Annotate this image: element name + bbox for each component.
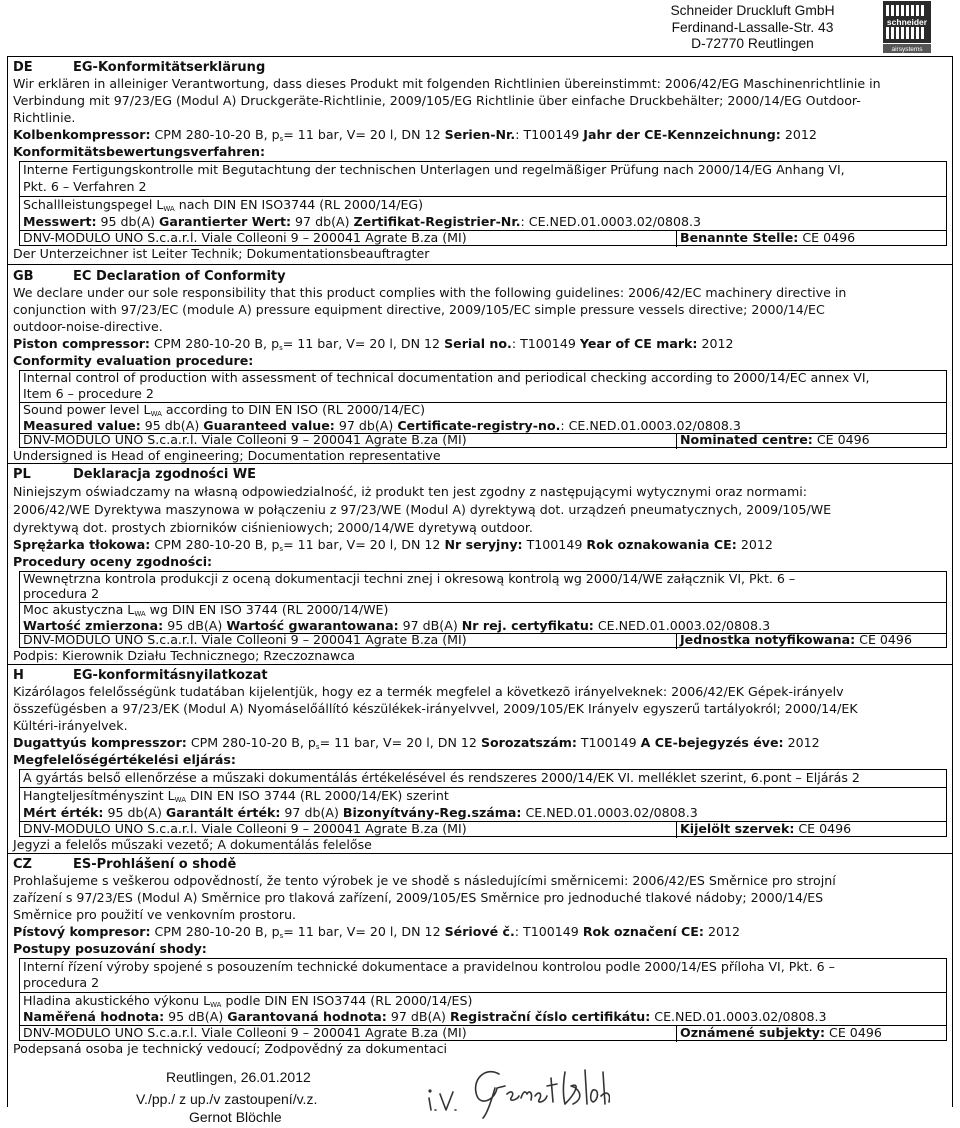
section-de [8, 57, 952, 264]
section-title-gb: GB EC Declaration of Conformity [13, 269, 286, 284]
logo-word: schneider [886, 17, 928, 27]
procedure-text: procedura 2 [23, 586, 100, 601]
product-line: Kolbenkompressor: CPM 280-10-20 B, $p_s= 11$ bar, V= 20 l, DN 12 Serien-Nr.: T100149 Jahr der CE-Kennzeichnung: 2012 [13, 127, 817, 143]
procedure-box [19, 370, 947, 448]
intro-line: Směrnice pro použití ve venkovním prostoru. [13, 907, 297, 922]
intro-line: Verbindung mit 97/23/EG (Modul A) Druckgeräte-Richtlinie, 2009/105/EG Richtlinie über einfache Druckbehälter; 2000/14/EG Outdoor- [13, 93, 861, 108]
intro-line: összefügésben a 97/23/EK (Modul A) Nyomáselőállító készülékek-irányelvvel, 2009/105/EK Irányelv egyszerű tartályokról; 2000/14/EK [13, 701, 858, 716]
signer-note: Jegyzi a felelős műszaki vezető; A dokumentálás felelőse [13, 837, 372, 852]
intro-line: Prohlašujeme s veškerou odpovědností, že tento výrobek je ve shodě s následujícími směrnicemi: 2006/42/ES Směrnice pro strojní [13, 873, 836, 888]
intro-line: We declare under our sole responsibility that this product complies with the following guidelines: 2006/42/EC machinery directive in [13, 285, 847, 300]
intro-line: conjunction with 97/23/EC (module A) pressure equipment directive, 2009/105/EC simple pressure vessels directive; 2000/14/EC [13, 302, 825, 317]
notified-body-address: DNV-MODULO UNO S.c.a.r.l. Viale Colleoni 9 – 200041 Agrate B.za (MI) [23, 1025, 467, 1040]
measured-line: Messwert: 95 db(A) Garantierter Wert: 97 db(A) Zertifikat-Registrier-Nr.: CE.NED.01.0003.02/0808.3 [23, 214, 702, 229]
intro-line: Kizárólagos felelősségünk tudatában kijelentjük, hogy ez a termék megfelel a következõ irányelveknek: 2006/42/EK Gépek-irányelv [13, 684, 844, 699]
section-title-cz: CZ ES-Prohlášení o shodě [13, 857, 237, 872]
signatory-name: Gernot Blöchle [189, 1109, 282, 1125]
on-behalf-note: V./pp./ z up./v zastoupení/v.z. [136, 1091, 318, 1107]
procedure-text: Wewnętrzna kontrola produkcji z oceną dokumentacji techni znej i okresową kontrolą wg 2000/14/WE załącznik VI, Pkt. 6 – [23, 571, 796, 586]
section-title-hu: H EG-konformitásnyilatkozat [13, 668, 268, 683]
product-line: Piston compressor: CPM 280-10-20 B, $p_s= 11$ bar, V= 20 l, DN 12 Serial no.: T100149 Year of CE mark: 2012 [13, 336, 734, 352]
company-address-block [650, 3, 855, 53]
intro-line: Niniejszym oświadczamy na własną odpowiedzialność, iż produkt ten jest zgodny z następującymi wytycznymi oraz normami: [13, 484, 808, 499]
signer-note: Der Unterzeichner ist Leiter Technik; Dokumentationsbeauftragter [13, 246, 430, 261]
measured-line: Measured value: 95 db(A) Guaranteed value: 97 db(A) Certificate-registry-no.: CE.NED.01.0003.02/0808.3 [23, 418, 741, 433]
handwritten-signature [425, 1060, 610, 1120]
procedure-label: Procedury oceny zgodności: [13, 554, 213, 569]
measured-line: Naměřená hodnota: 95 dB(A) Garantovaná hodnota: 97 dB(A) Registrační číslo certifikátu: CE.NED.01.0003.02/0808.3 [23, 1009, 827, 1024]
notified-body-address: DNV-MODULO UNO S.c.a.r.l. Viale Colleoni 9 – 200041 Agrate B.za (MI) [23, 821, 467, 836]
sound-power-line: Hladina akustického výkonu $L_{WA}$ podle DIN EN ISO3744 (RL 2000/14/ES) [23, 993, 473, 1009]
section-gb [8, 264, 952, 463]
section-title-pl: PL Deklaracja zgodności WE [13, 467, 257, 482]
signer-note: Undersigned is Head of engineering; Documentation representative [13, 448, 441, 463]
notified-body: Oznámené subjekty: CE 0496 [676, 1026, 882, 1042]
declaration-document [7, 56, 953, 1107]
notified-body-address: DNV-MODULO UNO S.c.a.r.l. Viale Colleoni 9 – 200041 Agrate B.za (MI) [23, 432, 467, 447]
notified-body-address: DNV-MODULO UNO S.c.a.r.l. Viale Colleoni 9 – 200041 Agrate B.za (MI) [23, 632, 467, 647]
intro-line: 2006/42/WE Dyrektywa maszynowa w połączeniu z 97/23/WE (Modul A) dyrektywą dot. urządzeń pneumatycznych, 2009/105/WE [13, 502, 832, 517]
notified-body: Kijelölt szervek: CE 0496 [676, 822, 851, 838]
procedure-label: Konformitätsbewertungsverfahren: [13, 144, 266, 159]
section-title-de: DE EG-Konformitätserklärung [13, 60, 266, 75]
measured-line: Wartość zmierzona: 95 dB(A) Wartość gwarantowana: 97 dB(A) Nr rej. certyfikatu: CE.NED.01.0003.02/0808.3 [23, 618, 771, 633]
procedure-box [19, 958, 947, 1041]
procedure-label: Postupy posuzování shody: [13, 941, 207, 956]
schneider-logo [877, 1, 937, 53]
procedure-text: procedura 2 [23, 975, 100, 990]
procedure-label: Conformity evaluation procedure: [13, 353, 254, 368]
sound-power-line: Sound power level $L_{WA}$ according to DIN EN ISO (RL 2000/14/EC) [23, 402, 425, 418]
sound-power-line: Schallleistungspegel $L_{WA}$ nach DIN EN ISO3744 (RL 2000/14/EG) [23, 197, 424, 213]
place-and-date: Reutlingen, 26.01.2012 [166, 1069, 311, 1085]
intro-line: outdoor-noise-directive. [13, 319, 163, 334]
intro-line: dyrektywą dot. prostych zbiorników ciśnieniowych; 2000/14/WE dyretywą outdoor. [13, 520, 533, 535]
company-city: D-72770 Reutlingen [691, 36, 814, 51]
procedure-text: A gyártás belső ellenőrzése a műszaki dokumentálás értékelésével és rendszeres 2000/14/EK VI. melléklet szerint, 6.pont – Eljárás 2 [23, 770, 860, 785]
measured-line: Mért érték: 95 db(A) Garantált érték: 97 db(A) Bizonyítvány-Reg.száma: CE.NED.01.0003.02/0808.3 [23, 805, 698, 820]
intro-line: zařízení s 97/23/ES (Modul A) Směrnice pro tlaková zařízení, 2009/105/ES Směrnice pro jednoduché tlakové nádoby; 2000/14/ES [13, 890, 824, 905]
product-line: Sprężarka tłokowa: CPM 280-10-20 B, $p_s= 11$ bar, V= 20 l, DN 12 Nr seryjny: T100149 Rok oznakowania CE: 2012 [13, 537, 773, 553]
procedure-box [19, 161, 947, 246]
procedure-label: Megfelelőségértékelési eljárás: [13, 752, 236, 767]
procedure-text: Interní řízení výroby spojené s posouzením technické dokumentace a pravidelnou kontrolou podle 2000/14/ES příloha VI, Pkt. 6 – [23, 959, 835, 974]
section-pl [8, 463, 952, 664]
procedure-box [19, 571, 947, 648]
procedure-text: Item 6 – procedure 2 [23, 386, 154, 401]
logo-subtitle: airsystems [891, 46, 923, 53]
product-line: Pístový kompresor: CPM 280-10-20 B, $p_s= 11$ bar, V= 20 l, DN 12 Sériové č.: T100149 Rok označení CE: 2012 [13, 924, 741, 940]
procedure-text: Pkt. 6 – Verfahren 2 [23, 179, 147, 194]
notified-body: Jednostka notyfikowana: CE 0496 [676, 634, 912, 649]
section-hu [8, 664, 952, 853]
intro-line: Richtlinie. [13, 110, 76, 125]
company-name: Schneider Druckluft GmbH [670, 3, 835, 18]
signer-note: Podepsaná osoba je technický vedoucí; Zodpovědný za dokumentaci [13, 1041, 448, 1056]
intro-line: Kültéri-irányelvek. [13, 718, 128, 733]
sound-power-line: Hangteljesítményszint $L_{WA}$ DIN EN ISO 3744 (RL 2000/14/EK) szerint [23, 788, 449, 804]
procedure-box [19, 769, 947, 837]
intro-line: Wir erklären in alleiniger Verantwortung, dass dieses Produkt mit folgenden Richtlinien übereinstimmt: 2006/42/EG Maschinenrichtlinie in [13, 76, 881, 91]
sound-power-line: Moc akustyczna $L_{WA}$ wg DIN EN ISO 3744 (RL 2000/14/WE) [23, 602, 389, 618]
procedure-text: Interne Fertigungskontrolle mit Begutachtung der technischen Unterlagen und regelmäßiger Prüfung nach 2000/14/EG Anhang VI, [23, 162, 845, 177]
notified-body-address: DNV-MODULO UNO S.c.a.r.l. Viale Colleoni 9 – 200041 Agrate B.za (MI) [23, 230, 467, 245]
company-street: Ferdinand-Lassalle-Str. 43 [671, 19, 834, 35]
signer-note: Podpis: Kierownik Działu Technicznego; Rzeczoznawca [13, 648, 355, 663]
notified-body: Benannte Stelle: CE 0496 [676, 231, 855, 247]
product-line: Dugattyús kompresszor: CPM 280-10-20 B, $p_s= 11$ bar, V= 20 l, DN 12 Sorozatszám: T100149 A CE-bejegyzés éve: 2012 [13, 735, 820, 751]
procedure-text: Internal control of production with assessment of technical documentation and periodical checking according to 2000/14/EC annex VI, [23, 370, 870, 385]
notified-body: Nominated centre: CE 0496 [676, 434, 870, 449]
